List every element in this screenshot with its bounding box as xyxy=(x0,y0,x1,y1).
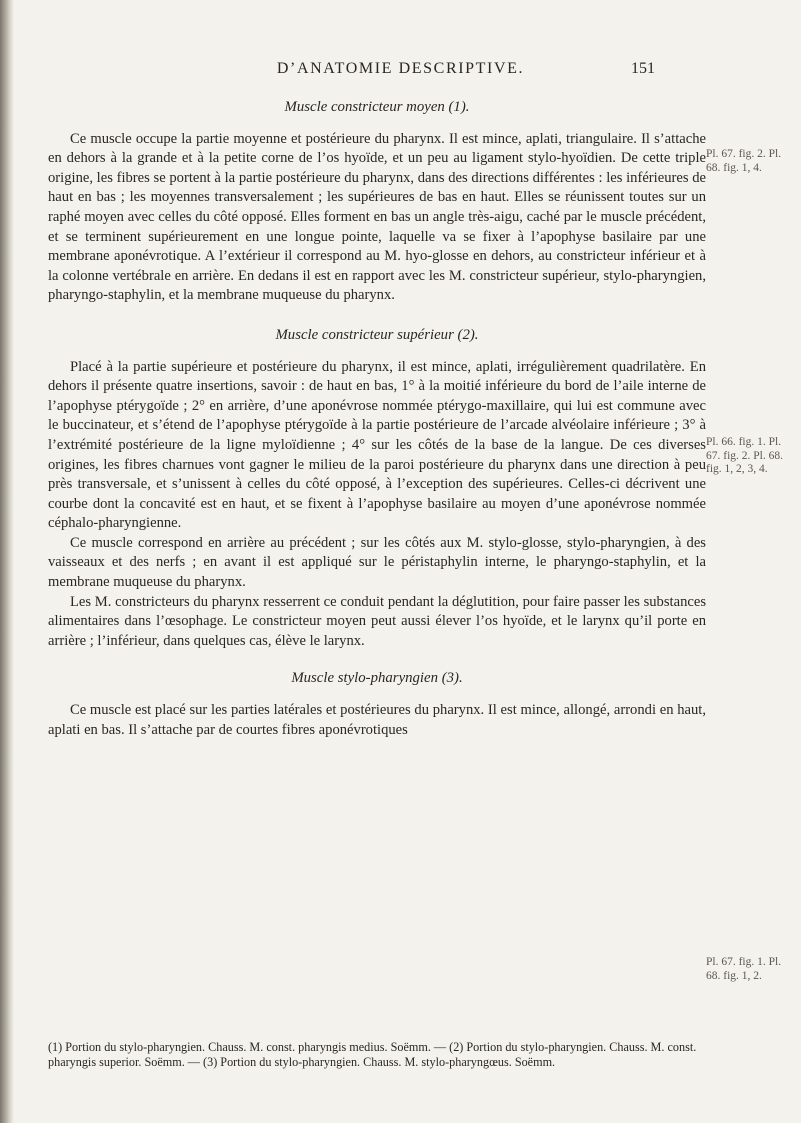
page-header xyxy=(0,60,801,88)
section-heading-stylo-pharyngien: Muscle stylo-pharyngien (3). xyxy=(291,670,463,687)
page-number: 151 xyxy=(631,60,655,77)
footnotes xyxy=(48,1040,738,1070)
footnote-text: (1) Portion du stylo-pharyngien. Chauss. M. const. pharyngis medius. Soëmm. — (2) Portion du stylo-pharyngien. Chauss. M. const. pharyngis superior. Soëmm. — (3) Portion du stylo-pharyngien. Chauss. M. stylo-pharyngœus. Soëmm. xyxy=(48,1040,697,1070)
paragraph: Placé à la partie supérieure et postérieure du pharynx, il est mince, aplati, irrégulièrement quadrilatère. En dehors il présente quatre insertions, savoir : de haut en bas, 1° à la moitié inférieure du bord de l’aile interne de l’apophyse ptérygoïde ; 2° en arrière, d’une aponévrose nommée ptérygo-maxillaire, qui lui est commune avec le buccinateur, et s’étend de l’apophyse ptérygoïde à la partie postérieure de l’arcade alvéolaire inférieure ; 3° à l’extrémité postérieure de la ligne myloïdienne ; 4° sur les côtés de la base de la langue. De ces diverses origines, les fibres charnues vont gagner le milieu de la paroi postérieure du pharynx dans une direction à peu près transversale, et s’unissent à celles du côté opposé, à l’exception des supérieures. Celles-ci décrivent une courbe dont la concavité est en haut, et se fixent à l’apophyse basilaire au moyen d’une aponévrose nommée céphalo-pharyngienne. xyxy=(48,358,706,532)
paragraph: Ce muscle correspond en arrière au précédent ; sur les côtés aux M. stylo-glosse, stylo-pharyngien, à des vaisseaux et des nerfs ; en avant il est appliqué sur le péristaphylin interne, le pharyngo-staphylin, et la membrane muqueuse du pharynx. xyxy=(48,534,706,591)
page-body xyxy=(48,98,706,740)
section-heading-constricteur-moyen: Muscle constricteur moyen (1). xyxy=(284,99,470,115)
paragraph: Les M. constricteurs du pharynx resserrent ce conduit pendant la déglutition, pour faire passer les substances alimentaires dans l’œsophage. Le constricteur moyen peut aussi élever l’os hyoïde, et le larynx qu’il porte en arrière ; l’inférieur, dans quelques cas, élève le larynx. xyxy=(48,593,706,649)
margin-note-plate-reference: Pl. 67. fig. 2. Pl. 68. fig. 1, 4. xyxy=(706,148,782,174)
section-heading-constricteur-superieur: Muscle constricteur supérieur (2). xyxy=(275,326,479,343)
paragraph: Ce muscle est placé sur les parties latérales et postérieures du pharynx. Il est mince, allongé, arrondi en haut, aplati en bas. Il s’attache par de courtes fibres aponévrotiques xyxy=(48,702,706,738)
margin-note-plate-reference: Pl. 66. fig. 1. Pl. 67. fig. 2. Pl. 68. fig. 1, 2, 3, 4. xyxy=(706,436,783,475)
running-title: D’ANATOMIE DESCRIPTIVE. xyxy=(276,60,525,77)
margin-note-plate-reference: Pl. 67. fig. 1. Pl. 68. fig. 1, 2. xyxy=(706,956,782,982)
paragraph: Ce muscle occupe la partie moyenne et postérieure du pharynx. Il est mince, aplati, triangulaire. Il s’attache en dehors à la grande et à la petite corne de l’os hyoïde, et un peu au ligament stylo-hyoïdien. De cette triple origine, les fibres se portent à la partie postérieure du pharynx, dans des directions différentes : les inférieures de haut en bas ; les moyennes transversalement ; les supérieures de bas en haut. Elles se réunissent toutes sur un raphé moyen avec celles du côté opposé. Elles forment en bas un angle très-aigu, caché par le muscle précédent, et se terminent supérieurement en une longue pointe, laquelle va se fixer à l’apophyse basilaire par une membrane aponévrotique. A l’extérieur il correspond au M. hyo-glosse en dehors, au constricteur inférieur et à la colonne vertébrale en arrière. En dedans il est en rapport avec les M. constricteur supérieur, stylo-pharyngien, pharyngo-staphylin, et la membrane muqueuse du pharynx. xyxy=(48,130,706,304)
